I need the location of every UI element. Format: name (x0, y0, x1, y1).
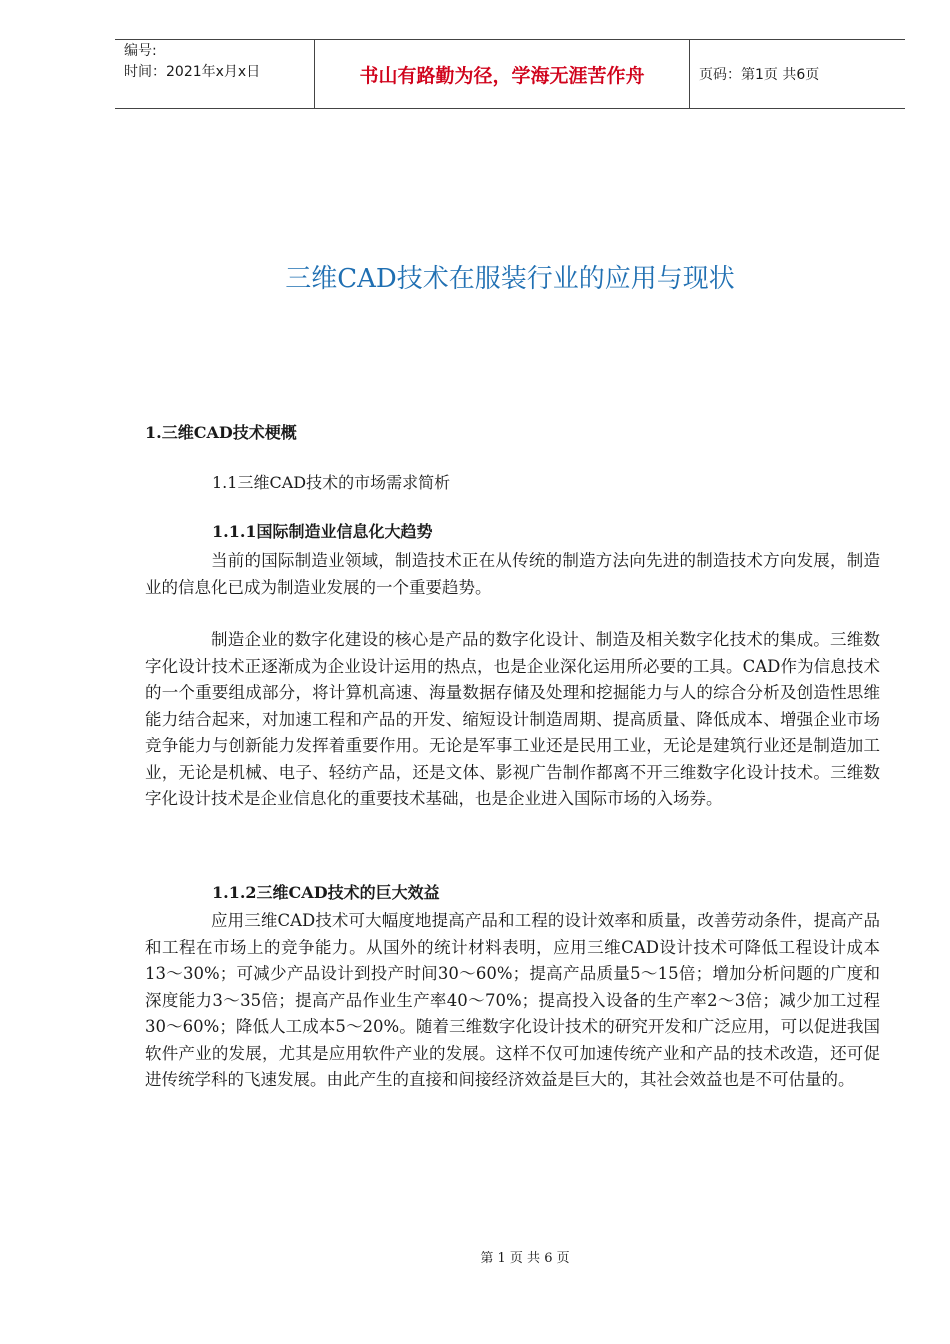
header-motto: 书山有路勤为径，学海无涯苦作舟 (315, 40, 690, 108)
header-meta (115, 40, 315, 108)
section-heading-1-1-1: 1.1.1国际制造业信息化大趋势 (212, 522, 433, 541)
time-label: 时间：2021年x月x日 (124, 64, 261, 80)
header-page-info: 页码：第1页 共6页 (699, 67, 820, 83)
paragraph-2: 制造企业的数字化建设的核心是产品的数字化设计、制造及相关数字化技术的集成。三维数字化设计技术正逐渐成为企业设计运用的热点，也是企业深化运用所必要的工具。CAD作为信息技术的一个重要组成部分，将计算机高速、海量数据存储及处理和挖掘能力与人的综合分析及创造性思维能力结合起来，对加速工程和产品的开发、缩短设计制造周期、提高质量、降低成本、增强企业市场竞争能力与创新能力发挥着重要作用。无论是军事工业还是民用工业，无论是建筑行业还是制造加工业，无论是机械、电子、轻纺产品，还是文体、影视广告制作都离不开三维数字化设计技术。三维数字化设计技术是企业信息化的重要技术基础，也是企业进入国际市场的入场券。 (145, 630, 880, 808)
section-heading-1: 1.三维CAD技术梗概 (145, 423, 297, 442)
page-footer: 第 1 页 共 6 页 (480, 1251, 570, 1266)
document-title: 三维CAD技术在服装行业的应用与现状 (285, 264, 735, 294)
section-heading-1-1: 1.1三维CAD技术的市场需求简析 (212, 473, 451, 492)
paragraph-1: 当前的国际制造业领域，制造技术正在从传统的制造方法向先进的制造技术方向发展，制造业的信息化已成为制造业发展的一个重要趋势。 (145, 551, 880, 597)
section-heading-1-1-2: 1.1.2三维CAD技术的巨大效益 (212, 883, 440, 902)
document-header (115, 39, 905, 109)
number-label: 编号: (124, 43, 157, 59)
paragraph-3: 应用三维CAD技术可大幅度地提高产品和工程的设计效率和质量，改善劳动条件，提高产品和工程在市场上的竞争能力。从国外的统计材料表明，应用三维CAD设计技术可降低工程设计成本13～30%；可减少产品设计到投产时间30～60%；提高产品质量5～15倍；增加分析问题的广度和深度能力3～35倍；提高产品作业生产率40～70%；提高投入设备的生产率2～3倍；减少加工过程30～60%；降低人工成本5～20%。随着三维数字化设计技术的研究开发和广泛应用，可以促进我国软件产业的发展，尤其是应用软件产业的发展。这样不仅可加速传统产业和产品的技术改造，还可促进传统学科的飞速发展。由此产生的直接和间接经济效益是巨大的，其社会效益也是不可估量的。 (145, 911, 880, 1089)
